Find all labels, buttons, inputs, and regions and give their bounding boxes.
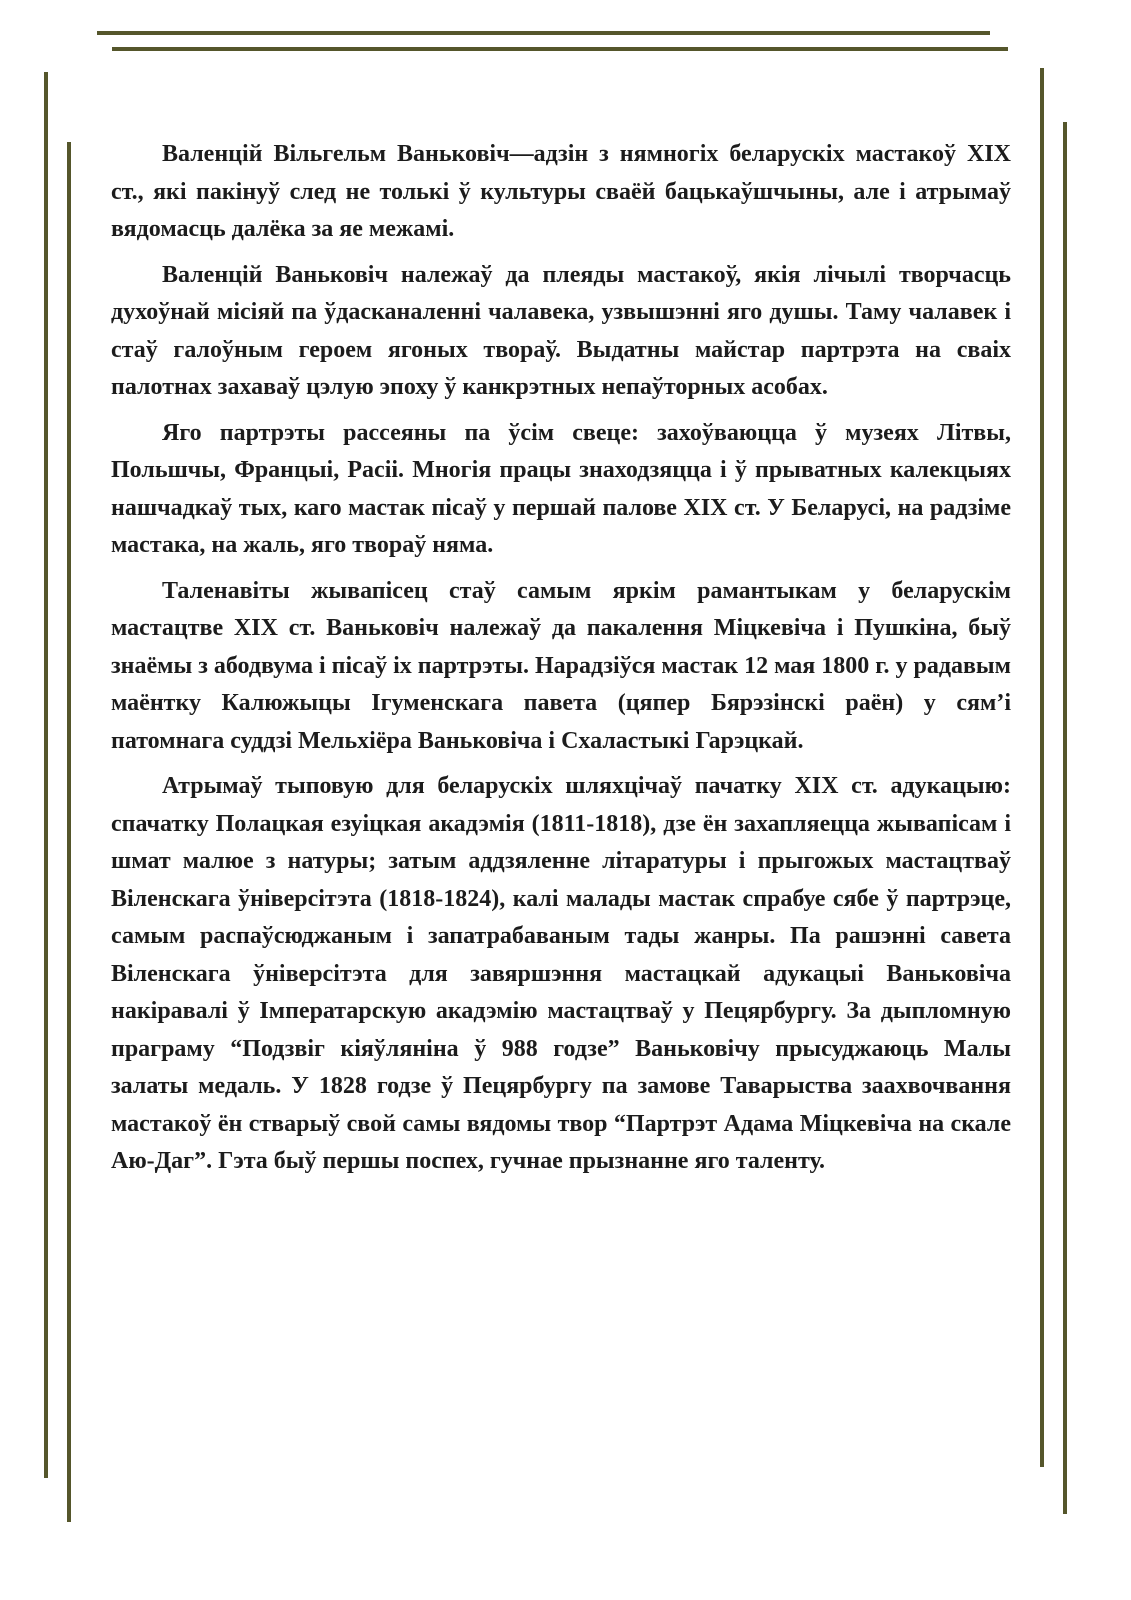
- paragraph-portraits-location: Яго партрэты рассеяны па ўсім свеце: захоўваюцца ў музеях Літвы, Польшчы, Францыі, Расіі. Многія працы знаходзяцца і ў прыватных калекцыях нашчадкаў тых, каго мастак пісаў у першай палове XIX ст. У Беларусі, на радзіме мастака, на жаль, яго твораў няма.: [111, 419, 1011, 558]
- paragraph-pleiad: Валенцій Ваньковіч належаў да плеяды мастакоў, якія лічылі творчасць духоўнай місіяй па ўдасканаленні чалавека, узвышэнні яго душы. Таму чалавек і стаў галоўным героем ягоных твораў. Выдатны майстар партрэта на сваіх палотнах захаваў цэлую эпоху ў канкрэтных непаўторных асобах.: [111, 261, 1011, 400]
- paragraph-biography: Таленавіты жывапісец стаў самым яркім рамантыкам у беларускім мастацтве XIX ст. Ваньковіч належаў да пакалення Міцкевіча і Пушкіна, быў знаёмы з абодвума і пісаў іх партрэты. Нарадзіўся мастак 12 мая 1800 г. у радавым маёнтку Калюжыцы Ігуменскага павета (цяпер Бярэзінскі раён) у сям’і патомнага суддзі Мельхіёра Ваньковіча і Схаластыкі Гарэцкай.: [111, 577, 1011, 754]
- document-body: [111, 136, 1011, 1189]
- left-border-line-2: [67, 142, 71, 1522]
- left-border-line-1: [44, 72, 48, 1478]
- paragraph-education: Атрымаў тыповую для беларускіх шляхцічаў пачатку XIX ст. адукацыю: спачатку Полацкая езуіцкая акадэмія (1811-1818), дзе ён захапляецца жывапісам і шмат малюе з натуры; затым аддзяленне літаратуры і прыгожых мастацтваў Віленскага ўніверсітэта (1818-1824), калі малады мастак спрабуе сябе ў партрэце, самым распаўсюджаным і запатрабаваным тады жанры. Па рашэнні савета Віленскага ўніверсітэта для завяршэння мастацкай адукацыі Ваньковіча накіравалі ў Імператарскую акадэмію мастацтваў у Пецярбургу. За дыпломную праграму “Подзвіг кіяўляніна ў 988 годзе” Ваньковічу прысуджаюць Малы залаты медаль. У 1828 годзе ў Пецярбургу па замове Таварыства заахвочвання мастакоў ён стварыў свой самы вядомы твор “Партрэт Адама Міцкевіча на скале Аю-Даг”. Гэта быў першы поспех, гучнае прызнанне яго таленту.: [111, 773, 1011, 1174]
- right-border-line-1: [1040, 68, 1044, 1467]
- top-border-line-2: [112, 47, 1008, 51]
- paragraph-intro: Валенцій Вільгельм Ваньковіч—адзін з нямногіх беларускіх мастакоў XIX ст., які пакінуў след не толькі ў культуры сваёй бацькаўшчыны, але і атрымаў вядомасць далёка за яе межамі.: [111, 141, 1011, 242]
- right-border-line-2: [1063, 122, 1067, 1514]
- top-border-line-1: [97, 31, 990, 35]
